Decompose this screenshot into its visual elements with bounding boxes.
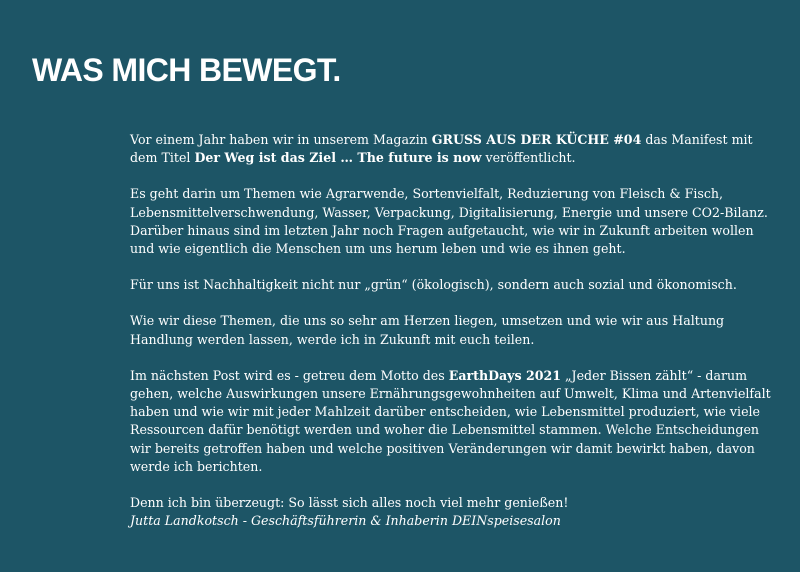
earthdays-title: EarthDays 2021 [448,367,562,383]
paragraph-closing [130,494,780,530]
manifesto-title: Der Weg ist das Ziel … The future is now [194,150,482,166]
paragraph-topics: Es geht darin um Themen wie Agrarwende, Sortenvielfalt, Reduzierung von Fleisch & Fisch, Lebensmittelverschwendung, Wasser, Verpackung, Digitalisierung, Energie und unsere CO2-Bilanz. Darüber hinaus sind im letzten Jahr noch Fragen aufgetaucht, wie wir in Zukunft arbeiten wollen und wie eigentlich die Menschen um uns herum leben und wie es ihnen geht. [130,186,768,257]
paragraph-future: Wie wir diese Themen, die uns so sehr am Herzen liegen, umsetzen und wie wir aus Haltung Handlung werden lassen, werde ich in Zukunft mit euch teilen. [130,313,725,347]
paragraph-intro [130,131,780,167]
intro-text-1: Vor einem Jahr haben wir in unserem Magazin [130,132,432,147]
magazine-title: GRUSS AUS DER KÜCHE #04 [431,132,642,147]
intro-text-3: veröffentlicht. [481,150,576,166]
intro-text-2: das Manifest mit dem Titel [130,132,753,166]
page-heading: WAS MICH BEWEGT. [32,52,341,88]
next-post-text-2: „Jeder Bissen zählt“ - darum gehen, welche Auswirkungen unsere Ernährungsgewohnheiten auf Umwelt, Klima und Artenvielfalt haben und wie wir mit jeder Mahlzeit darüber entscheiden, wie Lebensmittel produziert, wie viele Ressourcen dafür benötigt werden und woher die Lebensmittel stammen. Welche Entscheidungen wir bereits getroffen haben und welche positiven Veränderungen wir damit bewirkt haben, davon werde ich berichten. [130,367,771,474]
paragraph-sustainability: Für uns ist Nachhaltigkeit nicht nur „grün“ (ökologisch), sondern auch sozial und ökonomisch. [130,277,737,293]
paragraph-next-post [130,367,780,476]
closing-line: Denn ich bin überzeugt: So lässt sich alles noch viel mehr genießen! [130,495,569,511]
signature: Jutta Landkotsch - Geschäftsführerin & Inhaberin DEINspeisesalon [130,513,561,529]
next-post-text-1: Im nächsten Post wird es - getreu dem Motto des [130,367,449,383]
article-body [130,131,780,530]
